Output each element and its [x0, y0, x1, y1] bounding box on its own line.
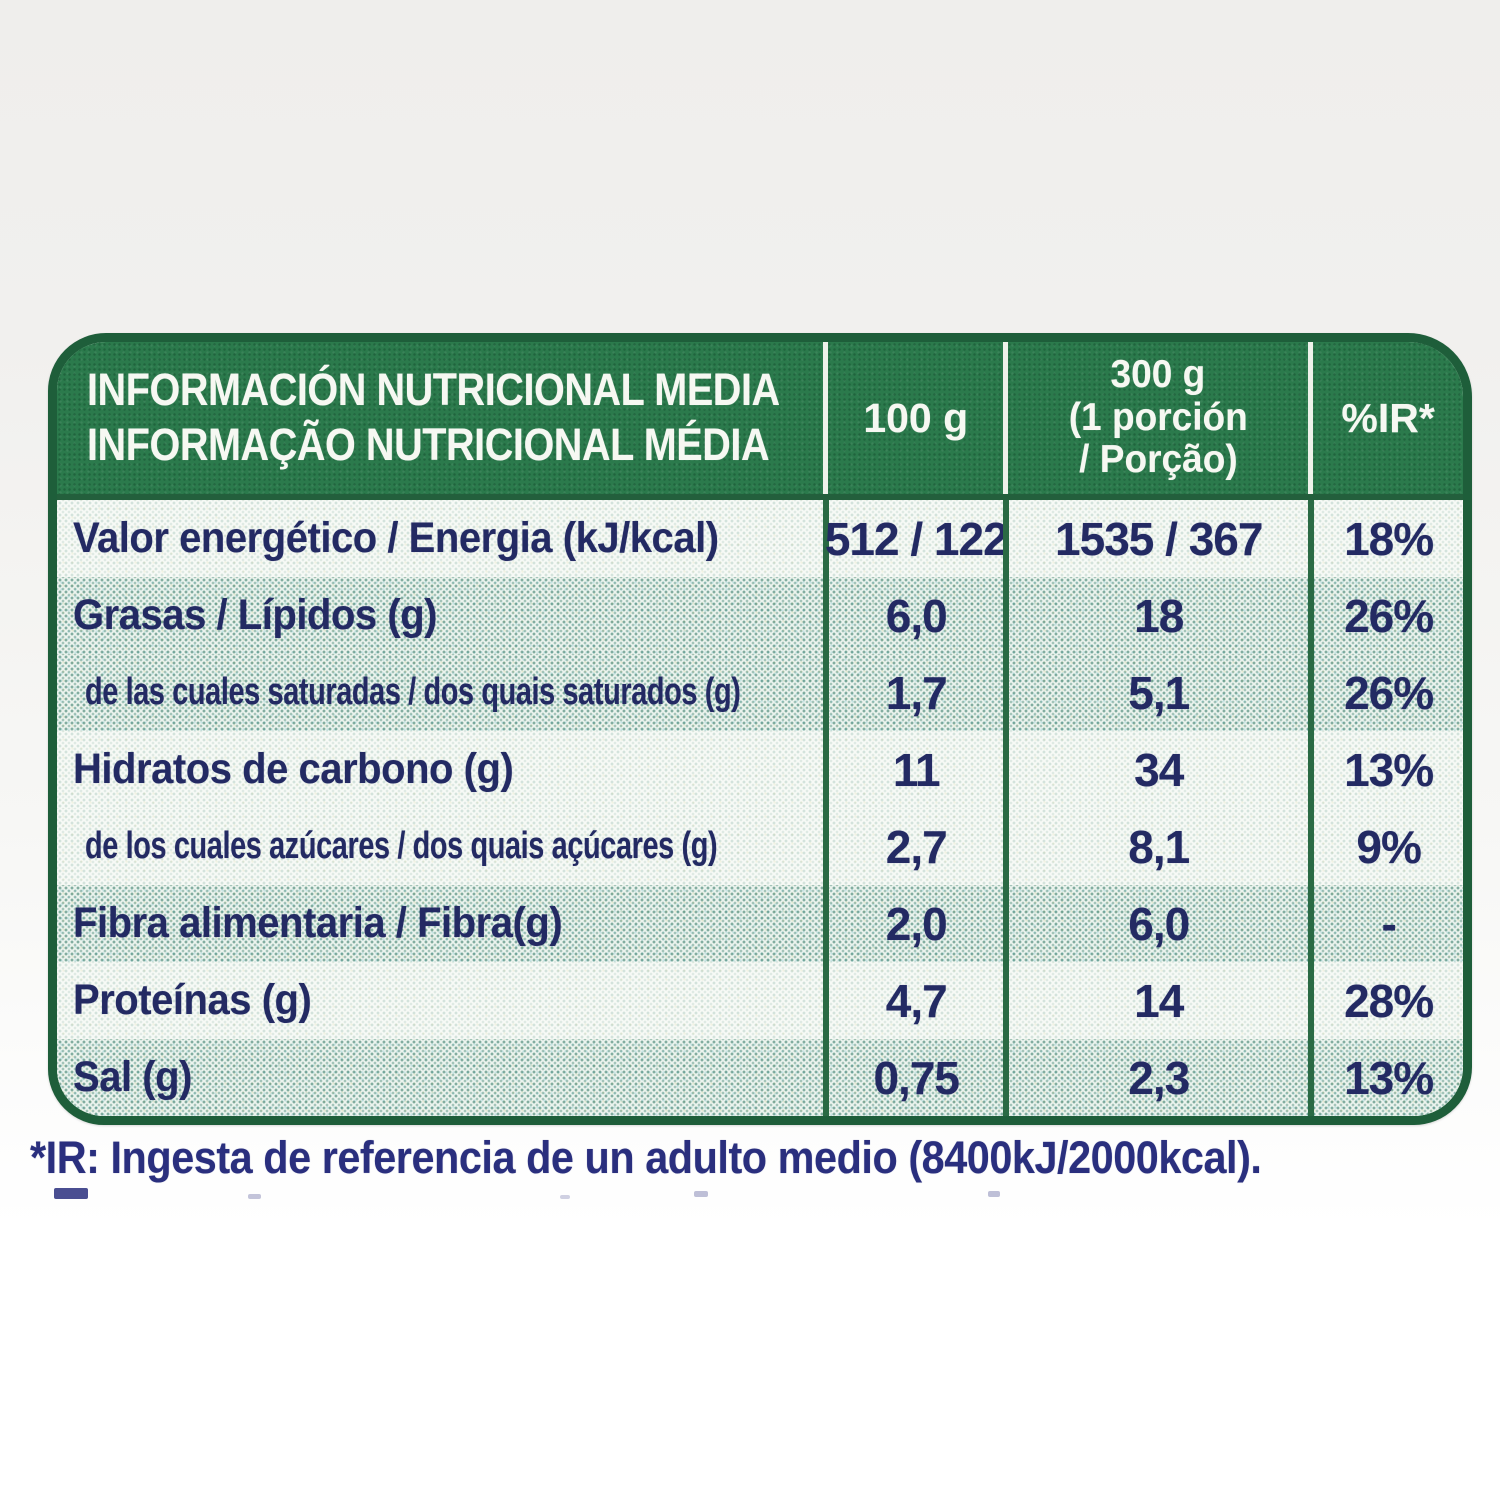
table-title-line-pt: INFORMAÇÃO NUTRICIONAL MÉDIA	[87, 419, 770, 470]
table-header-row	[57, 342, 1463, 500]
value-per-100g: 512 / 122	[823, 500, 1003, 577]
table-row-energy	[57, 500, 1463, 577]
row-label: Fibra alimentaria / Fibra(g)	[73, 899, 563, 947]
row-label: de los cuales azúcares / dos quais açúcares (g)	[85, 825, 718, 867]
table-row-carbohydrates	[57, 731, 1463, 808]
portion-header-line2: (1 porción	[1068, 395, 1248, 439]
table-row-salt	[57, 1039, 1463, 1116]
value-ir-percent: 26%	[1308, 577, 1463, 654]
column-header-portion	[1003, 342, 1308, 494]
value-ir-percent: 26%	[1308, 654, 1463, 731]
value-per-100g: 6,0	[823, 577, 1003, 654]
value-per-portion: 1535 / 367	[1003, 500, 1308, 577]
row-label: de las cuales saturadas / dos quais saturados (g)	[85, 671, 741, 713]
row-label: Grasas / Lípidos (g)	[73, 591, 438, 639]
table-body	[57, 500, 1463, 1116]
clipped-text-fragment	[560, 1195, 570, 1199]
value-ir-percent: 13%	[1308, 731, 1463, 808]
value-per-100g: 2,7	[823, 808, 1003, 885]
table-row-protein	[57, 962, 1463, 1039]
clipped-text-fragment	[694, 1191, 708, 1197]
value-per-portion: 18	[1003, 577, 1308, 654]
value-per-portion: 6,0	[1003, 885, 1308, 962]
value-per-portion: 8,1	[1003, 808, 1308, 885]
clipped-text-fragment	[248, 1194, 261, 1199]
value-per-100g: 2,0	[823, 885, 1003, 962]
portion-header-line1: 300 g	[1110, 352, 1206, 396]
clipped-text-fragment	[54, 1188, 88, 1199]
value-per-100g: 11	[823, 731, 1003, 808]
table-row-fat	[57, 577, 1463, 654]
value-per-100g: 4,7	[823, 962, 1003, 1039]
value-per-portion: 14	[1003, 962, 1308, 1039]
reference-intake-footnote: *IR: Ingesta de referencia de un adulto medio (8400kJ/2000kcal).	[30, 1132, 1262, 1183]
portion-header-line3: / Porção)	[1079, 438, 1238, 482]
value-per-portion: 2,3	[1003, 1039, 1308, 1116]
value-ir-percent: 9%	[1308, 808, 1463, 885]
nutrition-facts-table	[48, 333, 1472, 1125]
column-header-ir-percent: %IR*	[1308, 342, 1463, 494]
value-per-portion: 5,1	[1003, 654, 1308, 731]
table-row-saturated-fat	[57, 654, 1463, 731]
table-row-sugars	[57, 808, 1463, 885]
clipped-text-fragment	[988, 1191, 1000, 1197]
row-label: Valor energético / Energia (kJ/kcal)	[73, 514, 719, 562]
table-title-line-es: INFORMACIÓN NUTRICIONAL MEDIA	[87, 364, 780, 416]
table-title	[57, 342, 823, 494]
row-label: Hidratos de carbono (g)	[73, 745, 514, 793]
column-header-per-100g: 100 g	[823, 342, 1003, 494]
table-row-fibre	[57, 885, 1463, 962]
value-ir-percent: 28%	[1308, 962, 1463, 1039]
value-ir-percent: 13%	[1308, 1039, 1463, 1116]
value-per-portion: 34	[1003, 731, 1308, 808]
row-label: Proteínas (g)	[73, 976, 312, 1024]
value-ir-percent: -	[1308, 885, 1463, 962]
value-per-100g: 0,75	[823, 1039, 1003, 1116]
row-label: Sal (g)	[73, 1053, 192, 1101]
value-per-100g: 1,7	[823, 654, 1003, 731]
value-ir-percent: 18%	[1308, 500, 1463, 577]
